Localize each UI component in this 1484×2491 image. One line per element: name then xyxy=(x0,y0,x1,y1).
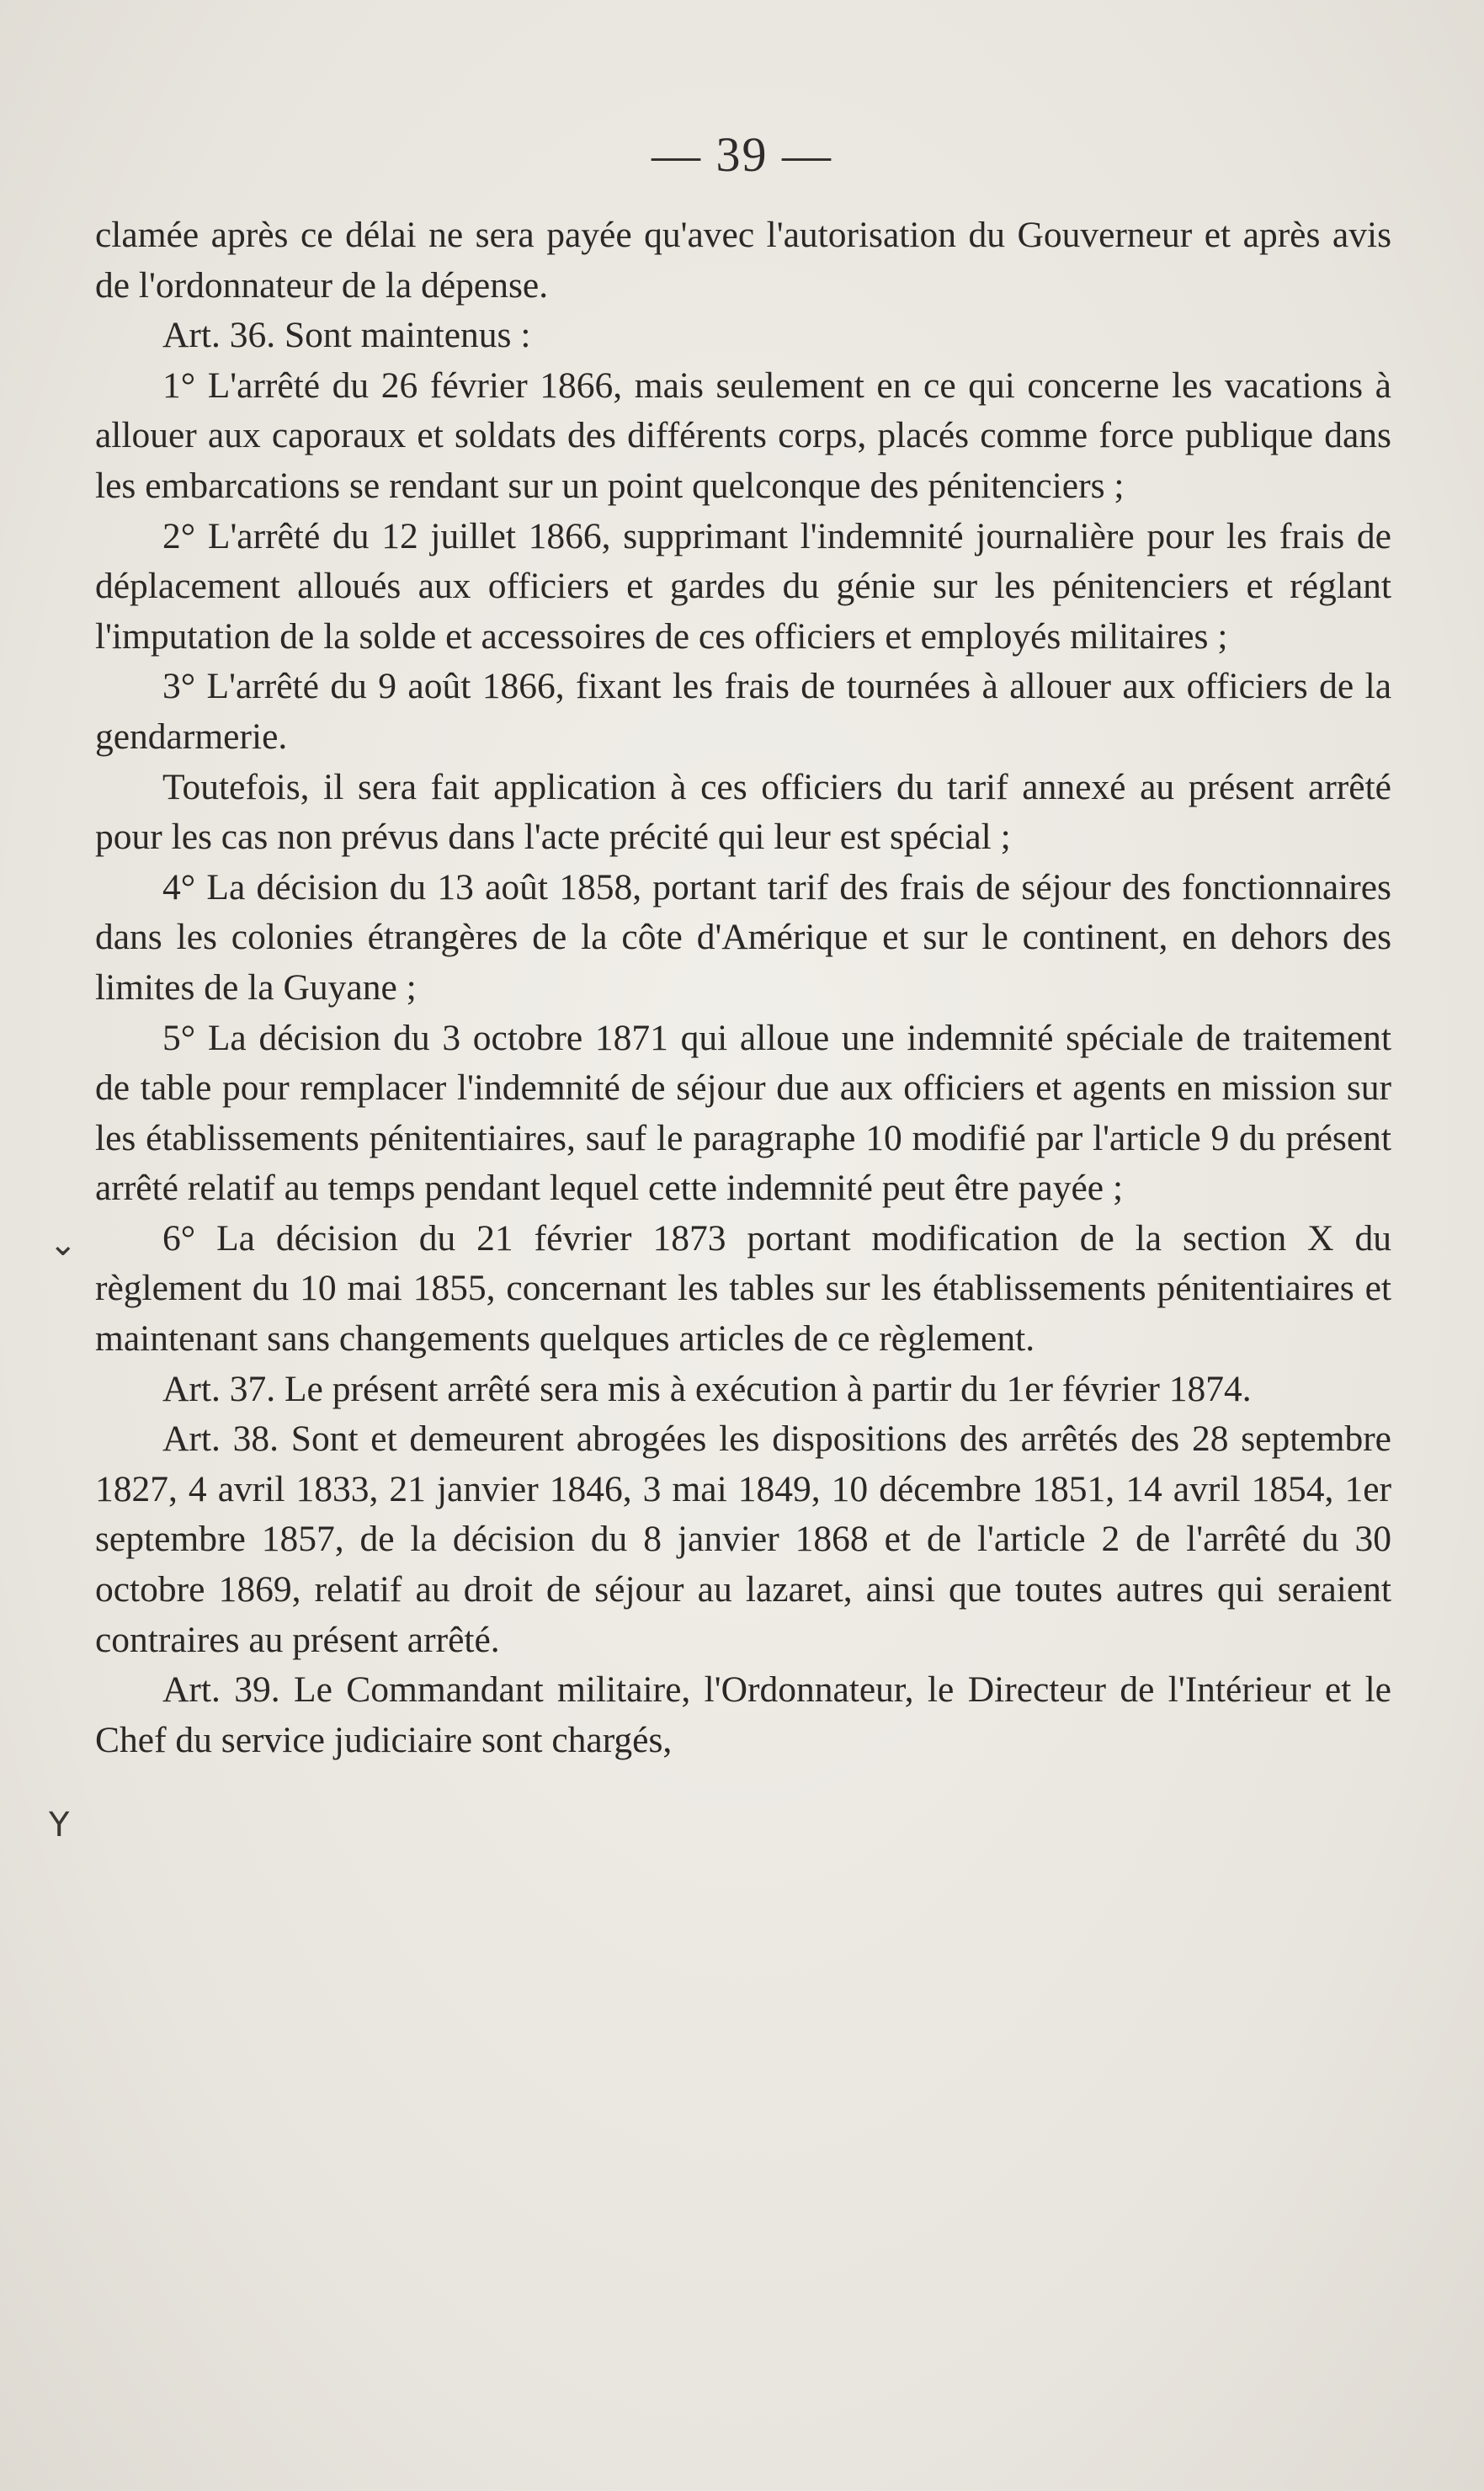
paragraph-item-6: 6° La décision du 21 février 1873 portant modification de la section X du règlement du 10 mai 1855, concernant les tables sur les établissements pénitentiaires et maintenant sans changements quelques articles de ce règlement. xyxy=(95,1217,1391,1360)
paragraph-item-1: 1° L'arrêté du 26 février 1866, mais seulement en ce qui concerne les vacations à allouer aux caporaux et soldats des différents corps, placés comme force publique dans les embarcations se rendant sur un point quelconque des pénitenciers ; xyxy=(95,365,1391,506)
paragraph-item-3: 3° L'arrêté du 9 août 1866, fixant les frais de tournées à allouer aux officiers de la gendarmerie. xyxy=(95,666,1391,757)
body-text xyxy=(95,210,1391,1765)
article-36-heading: Art. 36. Sont maintenus : xyxy=(162,315,531,356)
margin-mark: Y xyxy=(49,1806,70,1844)
article-37: Art. 37. Le présent arrêté sera mis à exécution à partir du 1er février 1874. xyxy=(162,1368,1252,1409)
margin-mark: ⌄ xyxy=(49,1225,77,1264)
paragraph-toutefois: Toutefois, il sera fait application à ces officiers du tarif annexé au présent arrêté pour les cas non prévus dans l'acte précité qui leur est spécial ; xyxy=(95,766,1391,858)
paragraph-item-5: 5° La décision du 3 octobre 1871 qui alloue une indemnité spéciale de traitement de table pour remplacer l'indemnité de séjour due aux officiers et agents en mission sur les établissements pénitentiaires, sauf le paragraphe 10 modifié par l'article 9 du présent arrêté relatif au temps pendant lequel cette indemnité peut être payée ; xyxy=(95,1017,1391,1209)
article-39: Art. 39. Le Commandant militaire, l'Ordonnateur, le Directeur de l'Intérieur et le Chef du service judiciaire sont chargés, xyxy=(95,1669,1391,1760)
page-number: — 39 — xyxy=(652,127,832,182)
paragraph-item-4: 4° La décision du 13 août 1858, portant tarif des frais de séjour des fonctionnaires dans les colonies étrangères de la côte d'Amérique et sur le continent, en dehors des limites de la Guyane ; xyxy=(95,866,1391,1008)
paragraph-continuation: clamée après ce délai ne sera payée qu'avec l'autorisation du Gouverneur et après avis de l'ordonnateur de la dépense. xyxy=(95,215,1391,306)
article-38: Art. 38. Sont et demeurent abrogées les dispositions des arrêtés des 28 septembre 1827, 4 avril 1833, 21 janvier 1846, 3 mai 1849, 10 décembre 1851, 14 avril 1854, 1er septembre 1857, de la décision du 8 janvier 1868 et de l'article 2 de l'arrêté du 30 octobre 1869, relatif au droit de séjour au lazaret, ainsi que toutes autres qui seraient contraires au présent arrêté. xyxy=(95,1418,1391,1660)
paragraph-item-2: 2° L'arrêté du 12 juillet 1866, supprimant l'indemnité journalière pour les frais de déplacement alloués aux officiers et gardes du génie sur les pénitenciers et réglant l'imputation de la solde et accessoires de ces officiers et employés militaires ; xyxy=(95,515,1391,657)
